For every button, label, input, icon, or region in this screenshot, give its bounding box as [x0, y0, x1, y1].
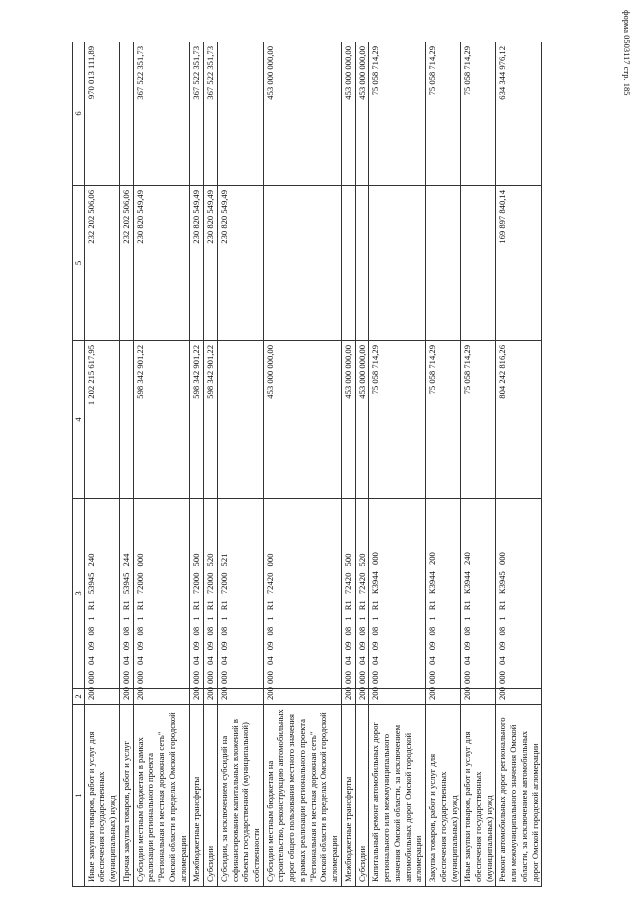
- column-header: 3: [73, 499, 85, 689]
- rotated-page: [72, 42, 602, 887]
- row-unexecuted-cell: [217, 42, 263, 186]
- row-name-cell: Иные закупки товаров, работ и услуг для обеспечения государственных (муниципальных) нужд: [461, 705, 496, 887]
- row-unexecuted-cell: 367 522 351,73: [133, 42, 190, 186]
- row-budget-code-cell: 000 04 09 08 1 R1 72420 520: [355, 499, 369, 689]
- row-executed-cell: 230 820 549,49: [133, 186, 190, 341]
- row-line-code-cell: 200: [204, 689, 218, 705]
- row-approved-cell: 453 000 000,00: [355, 341, 369, 499]
- row-approved-cell: 598 342 901,22: [204, 341, 218, 499]
- row-approved-cell: 453 000 000,00: [341, 341, 355, 499]
- row-executed-cell: 232 202 506,06: [84, 186, 119, 341]
- row-name-cell: Иные закупки товаров, работ и услуг для обеспечения государственных (муниципальных) нужд: [84, 705, 119, 887]
- row-budget-code-cell: 000 04 09 08 1 R1 72420 500: [341, 499, 355, 689]
- row-line-code-cell: 200: [190, 689, 204, 705]
- row-approved-cell: 453 000 000,00: [263, 341, 341, 499]
- table-row: [341, 42, 355, 887]
- row-budget-code-cell: 000 04 09 08 1 R1 К3945 000: [496, 499, 542, 689]
- table-row: [461, 42, 496, 887]
- column-header: 6: [73, 42, 85, 186]
- row-name-cell: Субсидии, за исключением субсидий на софинансирование капитальных вложений в объекты государственной (муниципальной) собственности: [217, 705, 263, 887]
- row-approved-cell: [217, 341, 263, 499]
- table-row: [119, 42, 133, 887]
- row-name-cell: Ремонт автомобильных дорог регионального или межмуниципального значения Омской области, за исключением автомобильных дорог Омской городской агломерации: [496, 705, 542, 887]
- row-budget-code-cell: 000 04 09 08 1 R1 72000 520: [204, 499, 218, 689]
- table-row: [84, 42, 119, 887]
- row-executed-cell: [263, 186, 341, 341]
- row-line-code-cell: 200: [341, 689, 355, 705]
- row-name-cell: Субсидии: [355, 705, 369, 887]
- row-approved-cell: 804 242 816,26: [496, 341, 542, 499]
- table-container: [72, 42, 602, 887]
- column-number-row: [73, 42, 85, 887]
- row-executed-cell: 232 202 506,06: [119, 186, 133, 341]
- row-line-code-cell: 200: [355, 689, 369, 705]
- row-approved-cell: 598 342 901,22: [190, 341, 204, 499]
- table-row: [263, 42, 341, 887]
- row-approved-cell: 1 202 215 617,95: [84, 341, 119, 499]
- row-budget-code-cell: 000 04 09 08 1 R1 К3944 240: [461, 499, 496, 689]
- column-header: 1: [73, 705, 85, 887]
- table-row: [496, 42, 542, 887]
- row-name-cell: Закупка товаров, работ и услуг для обеспечения государственных (муниципальных) нужд: [426, 705, 461, 887]
- table-row: [369, 42, 426, 887]
- table-row: [133, 42, 190, 887]
- row-approved-cell: 75 058 714,29: [426, 341, 461, 499]
- row-budget-code-cell: 000 04 09 08 1 R1 72000 521: [217, 499, 263, 689]
- row-unexecuted-cell: 75 058 714,29: [461, 42, 496, 186]
- row-approved-cell: 75 058 714,29: [461, 341, 496, 499]
- row-line-code-cell: 200: [133, 689, 190, 705]
- row-name-cell: Межбюджетные трансферты: [190, 705, 204, 887]
- column-header: 2: [73, 689, 85, 705]
- row-unexecuted-cell: 367 522 351,73: [190, 42, 204, 186]
- row-line-code-cell: 200: [461, 689, 496, 705]
- row-executed-cell: [341, 186, 355, 341]
- row-executed-cell: [355, 186, 369, 341]
- row-budget-code-cell: 000 04 09 08 1 R1 53945 244: [119, 499, 133, 689]
- row-line-code-cell: 200: [263, 689, 341, 705]
- row-unexecuted-cell: 453 000 000,00: [341, 42, 355, 186]
- row-name-cell: Субсидии местным бюджетам в рамках реализации регионального проекта "Региональная и местная дорожная сеть" Омской области в пределах Омской городской агломерации: [133, 705, 190, 887]
- row-budget-code-cell: 000 04 09 08 1 R1 К3944 200: [426, 499, 461, 689]
- column-header: 4: [73, 341, 85, 499]
- row-unexecuted-cell: 75 058 714,29: [426, 42, 461, 186]
- row-unexecuted-cell: 634 344 976,12: [496, 42, 542, 186]
- table-row: [217, 42, 263, 887]
- row-executed-cell: 230 820 549,49: [190, 186, 204, 341]
- row-unexecuted-cell: 453 000 000,00: [355, 42, 369, 186]
- row-line-code-cell: 200: [496, 689, 542, 705]
- row-name-cell: Субсидии местным бюджетам на строительство, реконструкцию автомобильных дорог общего пользования местного значения в рамках реализации регионального проекта "Региональная и местная дорожная сеть" Омской области в пределах Омской городской агломерации: [263, 705, 341, 887]
- table-row: [204, 42, 218, 887]
- row-unexecuted-cell: [119, 42, 133, 186]
- table-body: [84, 42, 542, 887]
- row-unexecuted-cell: 970 013 111,89: [84, 42, 119, 186]
- table-row: [426, 42, 461, 887]
- row-name-cell: Прочая закупка товаров, работ и услуг: [119, 705, 133, 887]
- row-executed-cell: 230 820 549,49: [217, 186, 263, 341]
- column-header: 5: [73, 186, 85, 341]
- row-executed-cell: [369, 186, 426, 341]
- row-unexecuted-cell: 75 058 714,29: [369, 42, 426, 186]
- row-line-code-cell: 200: [119, 689, 133, 705]
- row-executed-cell: 169 897 840,14: [496, 186, 542, 341]
- form-header: форма 0503117 стр. 185: [622, 10, 632, 96]
- row-line-code-cell: 200: [217, 689, 263, 705]
- row-executed-cell: [426, 186, 461, 341]
- row-line-code-cell: 200: [426, 689, 461, 705]
- row-budget-code-cell: 000 04 09 08 1 R1 К3944 000: [369, 499, 426, 689]
- row-budget-code-cell: 000 04 09 08 1 R1 72420 000: [263, 499, 341, 689]
- row-name-cell: Капитальный ремонт автомобильных дорог регионального или межмуниципального значения Омской области, за исключением автомобильных дорог Омской городской агломерации: [369, 705, 426, 887]
- row-budget-code-cell: 000 04 09 08 1 R1 53945 240: [84, 499, 119, 689]
- row-approved-cell: [119, 341, 133, 499]
- row-approved-cell: 598 342 901,22: [133, 341, 190, 499]
- table-row: [190, 42, 204, 887]
- row-unexecuted-cell: 367 522 351,73: [204, 42, 218, 186]
- row-budget-code-cell: 000 04 09 08 1 R1 72000 000: [133, 499, 190, 689]
- row-approved-cell: 75 058 714,29: [369, 341, 426, 499]
- row-executed-cell: 230 820 549,49: [204, 186, 218, 341]
- row-name-cell: Субсидии: [204, 705, 218, 887]
- row-executed-cell: [461, 186, 496, 341]
- row-line-code-cell: 200: [369, 689, 426, 705]
- table-row: [355, 42, 369, 887]
- row-unexecuted-cell: 453 000 000,00: [263, 42, 341, 186]
- row-line-code-cell: 200: [84, 689, 119, 705]
- row-budget-code-cell: 000 04 09 08 1 R1 72000 500: [190, 499, 204, 689]
- report-table: [72, 42, 542, 887]
- row-name-cell: Межбюджетные трансферты: [341, 705, 355, 887]
